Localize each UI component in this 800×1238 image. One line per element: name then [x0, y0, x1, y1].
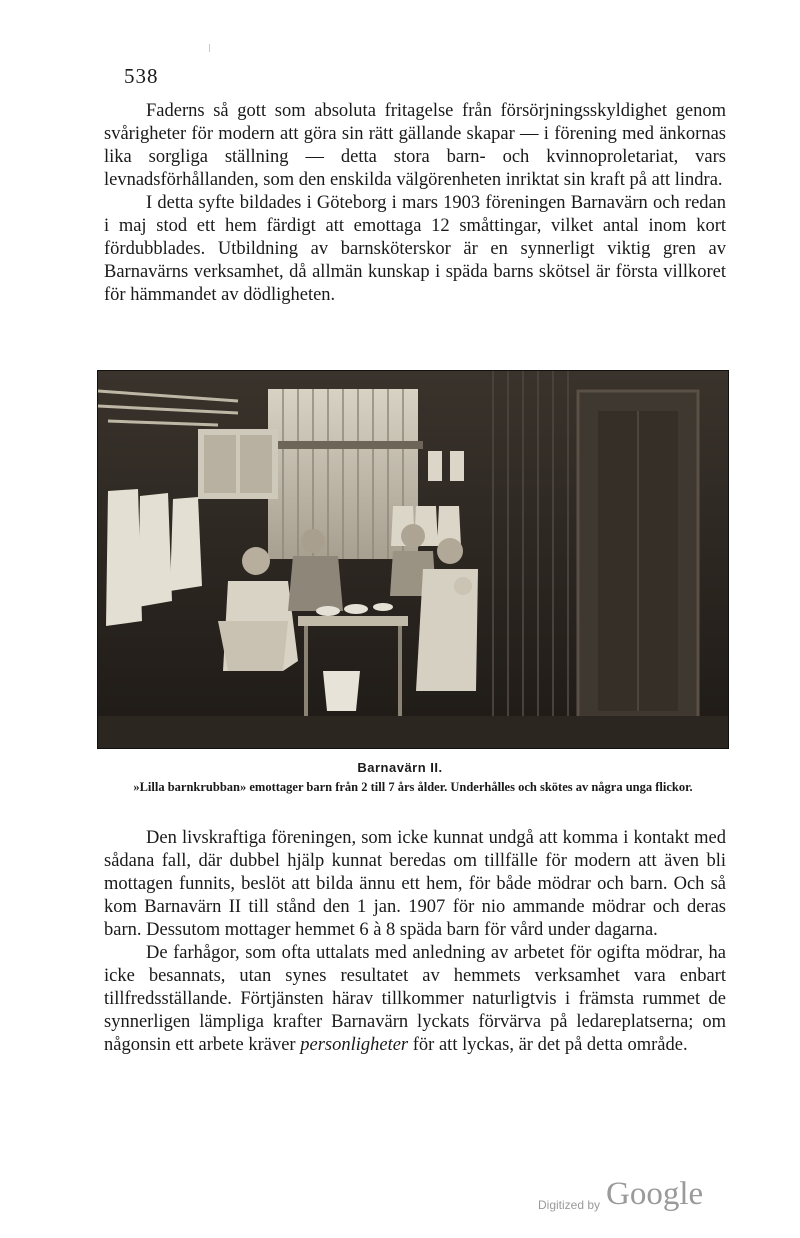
paragraph: I detta syfte bildades i Göteborg i mars 1903 föreningen Barnavärn och redan i maj stod ett hem färdigt att emottaga 12 småttingar, vilket antal inom kort fördubblades. Utbildning av barnsköterskor är en synnerligt viktig gren av Barnavärns verksamhet, då allmän kunskap i späda barns skötsel är första villkoret för hämmandet av dödligheten.: [104, 193, 726, 305]
body-text-bottom: [104, 827, 726, 1057]
paragraph: Faderns så gott som absoluta fritagelse från försörjningsskyldighet genom svårigheter för modern att göra sin rätt gällande skapar — i förening med änkornas lika sorgliga ställning — detta stora barn- och kvinnoproletariat, vars levnadsförhållanden, som den enskilda välgörenheten inriktat sin kraft på att lindra.: [104, 101, 726, 190]
photograph-nursery-room: [97, 370, 729, 749]
digitized-watermark: [538, 1172, 738, 1212]
watermark-brand: Google: [606, 1176, 704, 1212]
paragraph-text: De farhågor, som ofta uttalats med anledning av arbetet för ogifta mödrar, ha icke besannats, utan synes resultatet av hemmets verksamhet vara enbart tillfredsställande. Förtjänsten härav tillkommer naturligtvis i främsta rummet de synnerligen lämpliga krafter Barnavärn lyckats förvärva på ledareplatserna; om någonsin ett arbete kräver: [104, 943, 726, 1055]
scan-mark: [209, 44, 210, 52]
paragraph-text: för att lyckas, är det på detta område.: [408, 1035, 688, 1055]
page-number: 538: [124, 64, 159, 88]
figure-caption: »Lilla barnkrubban» emottager barn från 2 till 7 års ålder. Underhålles och skötes av några unga flickor.: [133, 780, 693, 794]
paragraph: Den livskraftiga föreningen, som icke kunnat undgå att komma i kontakt med sådana fall, där dubbel hjälp kunnat beredas om tillfälle för modern att även bli mottagen funnits, beslöt att bilda ännu ett hem, för både mödrar och barn. Och så kom Barnavärn II till stånd den 1 jan. 1907 för nio ammande mödrar och deras barn. Dessutom mottager hemmet 6 à 8 späda barn för vård under dagarna.: [104, 828, 726, 940]
body-text-top: [104, 100, 726, 307]
emphasis-text: personligheter: [300, 1035, 409, 1055]
figure-title: Barnavärn II.: [357, 760, 443, 775]
watermark-prefix: Digitized by: [538, 1198, 601, 1212]
paragraph: [104, 942, 726, 1057]
